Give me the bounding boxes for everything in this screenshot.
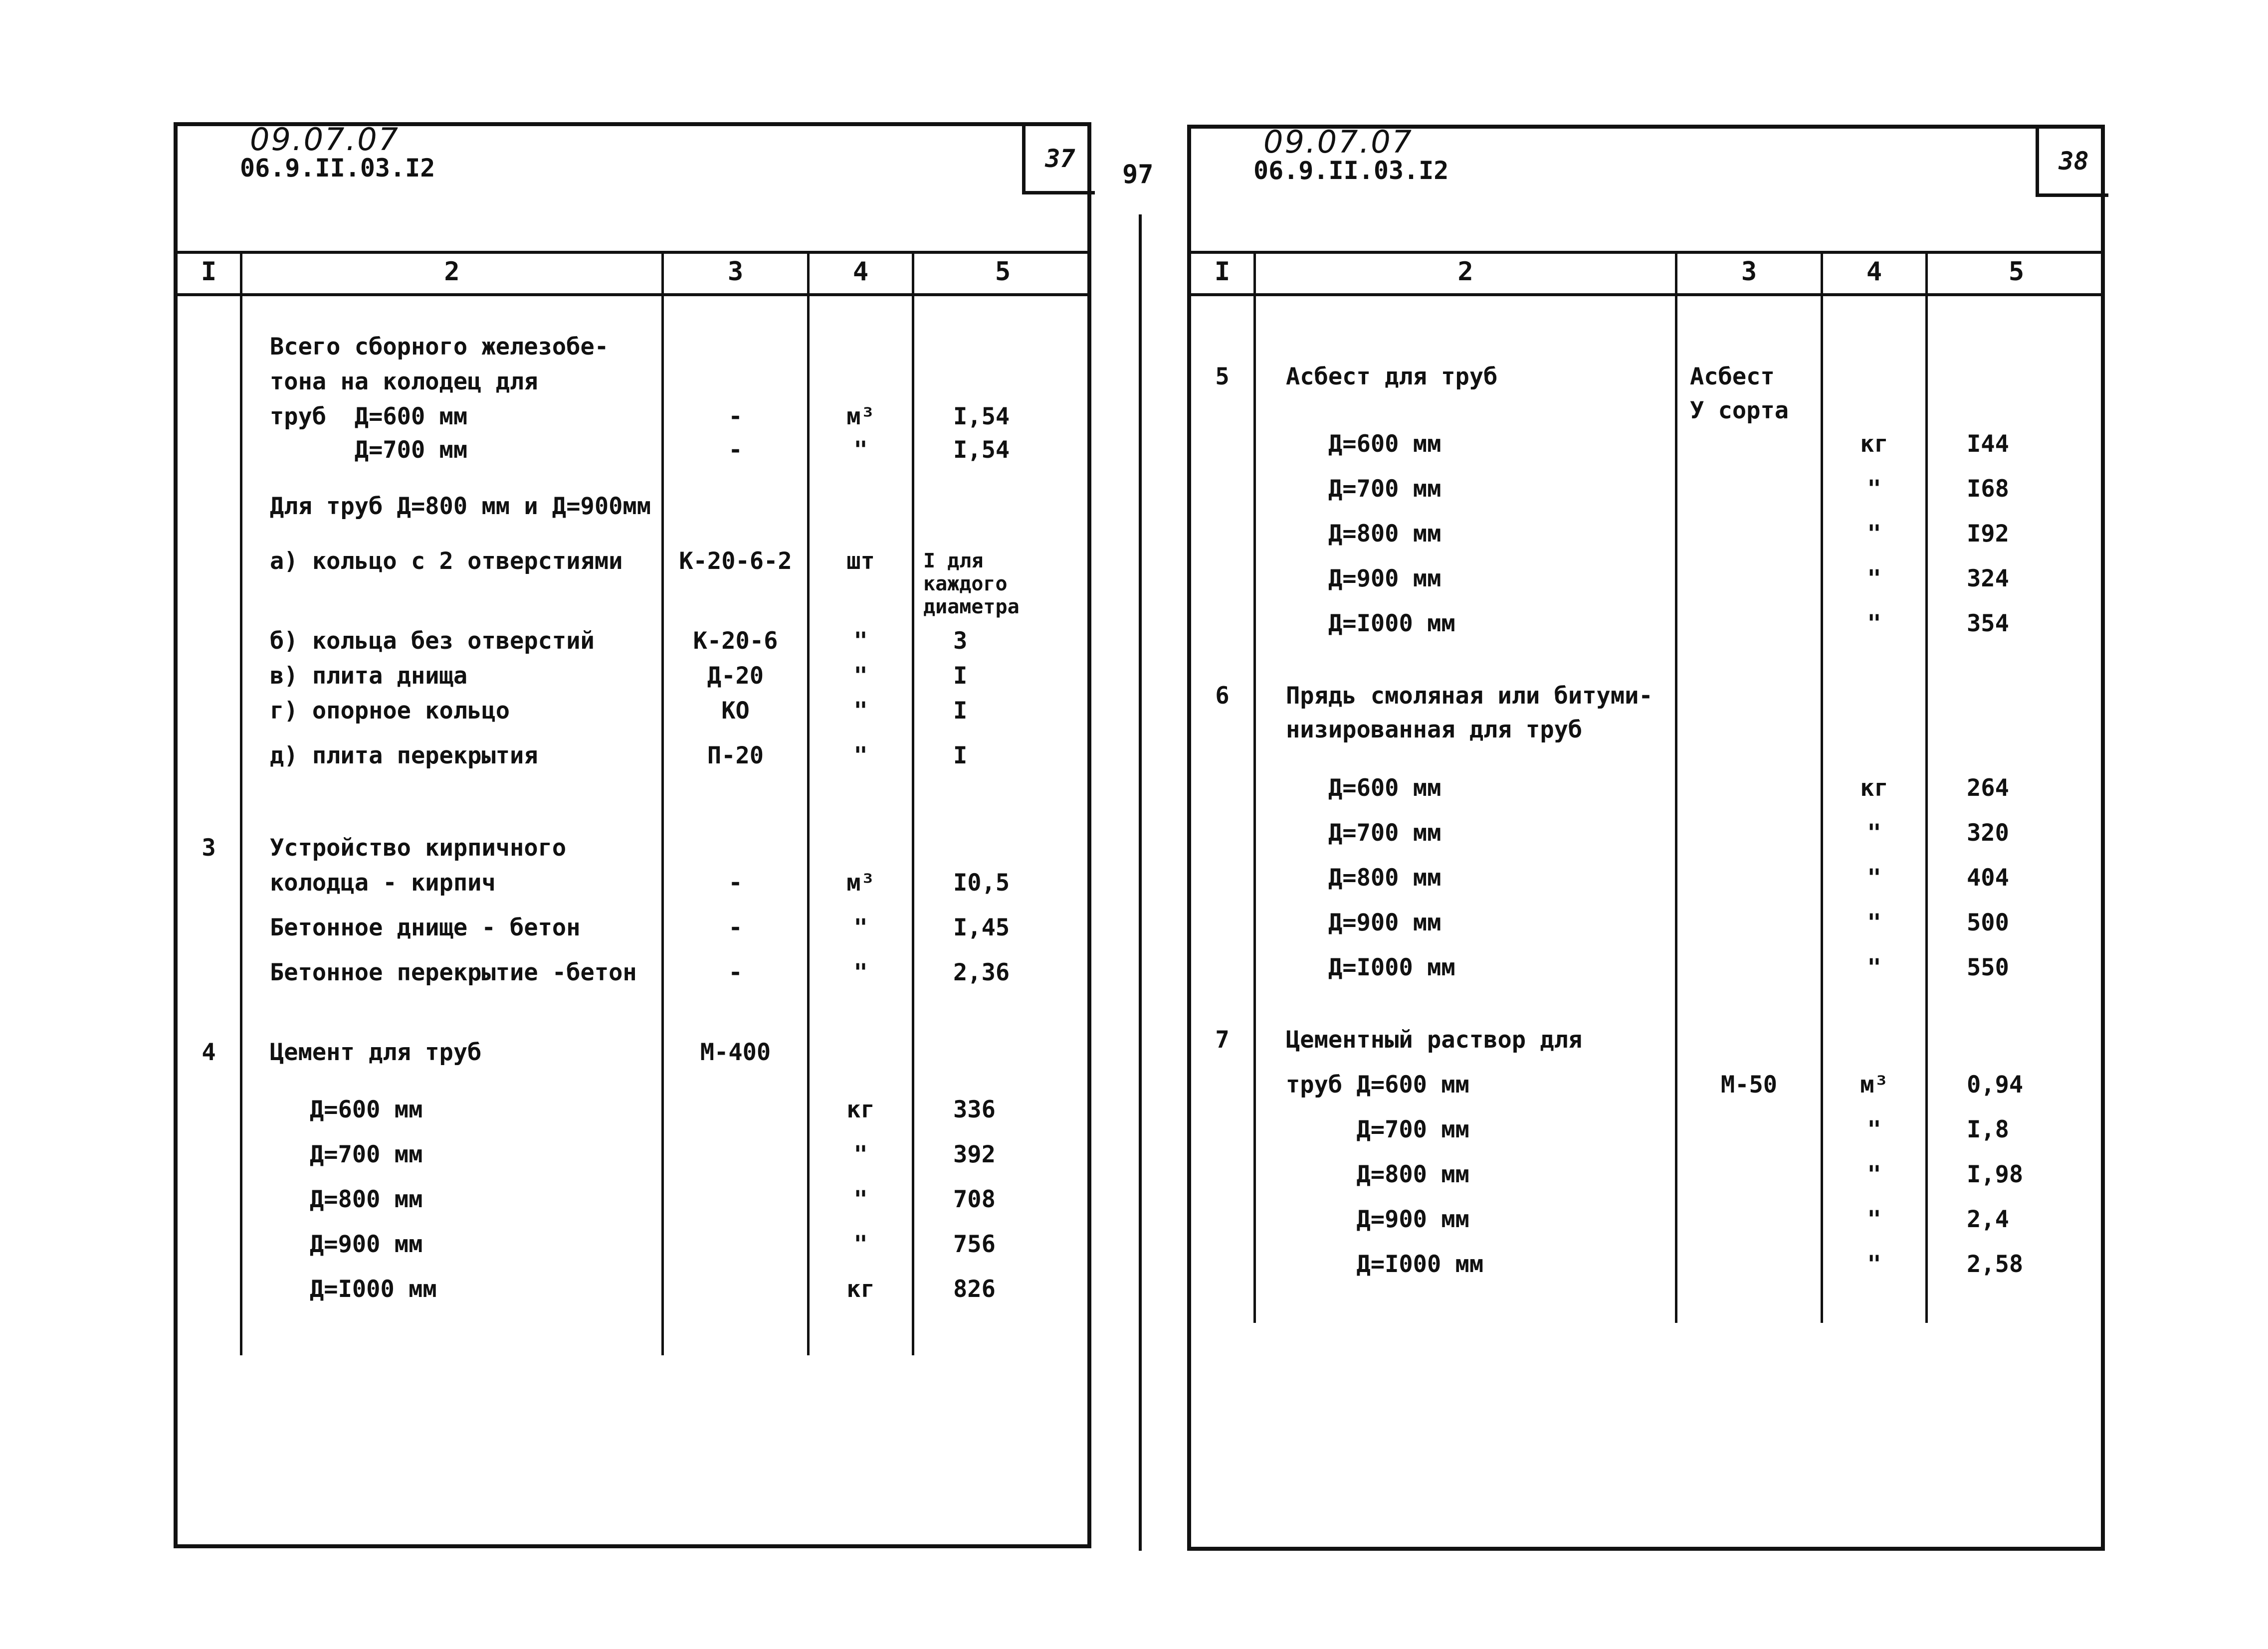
item-text: Асбест для труб xyxy=(1286,363,1498,390)
qty-cell: I,45 xyxy=(953,914,1010,941)
unit-cell: " xyxy=(1867,954,1881,981)
item-text: труб Д=600 мм xyxy=(1286,1071,1469,1099)
unit-cell: " xyxy=(1867,1251,1881,1278)
unit-cell: " xyxy=(1867,864,1881,892)
unit-cell: " xyxy=(1867,1206,1881,1233)
qty-cell: 404 xyxy=(1967,864,2009,892)
unit-cell: " xyxy=(853,662,868,690)
unit-cell: " xyxy=(853,914,868,941)
item-text: Д=700 мм xyxy=(310,1141,423,1168)
mark-cell: Асбест xyxy=(1690,363,1775,390)
item-text: Д=700 мм xyxy=(1328,475,1442,503)
item-text: а) кольцо с 2 отверстиями xyxy=(270,548,623,575)
unit-cell: шт xyxy=(846,548,875,575)
mark-cell: - xyxy=(728,914,743,941)
qty-cell: 500 xyxy=(1967,909,2009,936)
item-text: Д=900 мм xyxy=(1328,565,1442,592)
unit-cell: м³ xyxy=(846,869,875,897)
qty-cell: 826 xyxy=(953,1276,996,1303)
unit-cell: кг xyxy=(1860,774,1888,802)
item-text: Всего сборного железобе- xyxy=(270,333,609,361)
item-text: низированная для труб xyxy=(1286,716,1583,743)
handwritten-code: 09.07.07 xyxy=(1263,124,1414,160)
unit-cell: " xyxy=(1867,520,1881,548)
unit-cell: м³ xyxy=(846,403,875,430)
item-text: Д=600 мм xyxy=(1328,774,1442,802)
unit-cell: " xyxy=(853,436,868,464)
col-header: 4 xyxy=(1866,257,1882,287)
page-number-box xyxy=(2036,129,2108,197)
unit-cell: кг xyxy=(846,1276,875,1303)
mark-cell: - xyxy=(728,869,743,897)
header-bottom-rule xyxy=(178,293,1087,296)
qty-cell: I,8 xyxy=(1967,1116,2009,1143)
row-number: 7 xyxy=(1215,1026,1230,1054)
header-top-rule xyxy=(1191,251,2101,254)
mark-cell: - xyxy=(728,436,743,464)
unit-cell: " xyxy=(853,1141,868,1168)
item-text: Д=700 мм xyxy=(270,436,468,464)
unit-cell: " xyxy=(1867,1116,1881,1143)
qty-cell: I,54 xyxy=(953,403,1010,430)
unit-cell: " xyxy=(1867,1161,1881,1188)
item-text: Бетонное перекрытие -бетон xyxy=(270,959,637,986)
qty-cell: диаметра xyxy=(923,595,1020,618)
mark-cell: - xyxy=(728,403,743,430)
item-text: труб Д=600 мм xyxy=(270,403,468,430)
item-text: Для труб Д=800 мм и Д=900мм xyxy=(270,493,651,520)
item-text: Д=600 мм xyxy=(1328,430,1442,458)
qty-cell: 756 xyxy=(953,1231,996,1258)
column-divider xyxy=(1253,251,1256,1323)
qty-cell: 324 xyxy=(1967,565,2009,592)
item-text: Д=900 мм xyxy=(1286,1206,1469,1233)
doc-code: 06.9.II.03.I2 xyxy=(1253,156,1449,185)
item-text: Прядь смоляная или битуми- xyxy=(1286,682,1653,710)
qty-cell: 354 xyxy=(1967,610,2009,637)
item-text: Д=900 мм xyxy=(1328,909,1442,936)
row-number: 4 xyxy=(202,1039,216,1066)
page-number-box xyxy=(1022,126,1095,194)
column-divider xyxy=(240,251,242,1355)
page-number: 37 xyxy=(1045,144,1075,173)
unit-cell: кг xyxy=(846,1096,875,1123)
qty-cell: 708 xyxy=(953,1186,996,1213)
col-header: I xyxy=(1214,257,1231,287)
col-header: 2 xyxy=(444,257,460,287)
qty-cell: 320 xyxy=(1967,819,2009,847)
item-text: Д=I000 мм xyxy=(310,1276,437,1303)
qty-cell: I0,5 xyxy=(953,869,1010,897)
mark-cell: М-50 xyxy=(1720,1071,1778,1099)
item-text: колодца - кирпич xyxy=(270,869,496,897)
col-header: 4 xyxy=(852,257,869,287)
qty-cell: 550 xyxy=(1967,954,2009,981)
col-header: I xyxy=(201,257,217,287)
qty-cell: каждого xyxy=(923,572,1008,595)
qty-cell: I xyxy=(953,662,968,690)
qty-cell: I,54 xyxy=(953,436,1010,464)
mark-cell: Д-20 xyxy=(707,662,764,690)
unit-cell: " xyxy=(1867,819,1881,847)
item-text: б) кольца без отверстий xyxy=(270,627,595,655)
row-number: 6 xyxy=(1215,682,1230,710)
item-text: Д=700 мм xyxy=(1286,1116,1469,1143)
unit-cell: " xyxy=(1867,475,1881,503)
unit-cell: " xyxy=(1867,909,1881,936)
right-page xyxy=(1187,125,2105,1551)
item-text: Д=800 мм xyxy=(1328,520,1442,548)
unit-cell: м³ xyxy=(1860,1071,1888,1099)
item-text: в) плита днища xyxy=(270,662,468,690)
qty-cell: 2,36 xyxy=(953,959,1010,986)
item-text: Д=800 мм xyxy=(1328,864,1442,892)
handwritten-code: 09.07.07 xyxy=(250,121,400,158)
item-text: тона на колодец для xyxy=(270,368,538,395)
item-text: Цемент для труб xyxy=(270,1039,482,1066)
qty-cell: 264 xyxy=(1967,774,2009,802)
col-header: 3 xyxy=(1741,257,1757,287)
qty-cell: 3 xyxy=(953,627,968,655)
col-header: 5 xyxy=(995,257,1011,287)
col-header: 3 xyxy=(727,257,744,287)
item-text: Д=700 мм xyxy=(1328,819,1442,847)
qty-cell: I92 xyxy=(1967,520,2009,548)
unit-cell: " xyxy=(1867,565,1881,592)
qty-cell: 2,4 xyxy=(1967,1206,2009,1233)
item-text: Цементный раствор для xyxy=(1286,1026,1583,1054)
unit-cell: кг xyxy=(1860,430,1888,458)
qty-cell: I xyxy=(953,742,968,769)
item-text: Д=600 мм xyxy=(310,1096,423,1123)
left-page xyxy=(174,122,1091,1548)
mark-cell: - xyxy=(728,959,743,986)
unit-cell: " xyxy=(853,697,868,725)
qty-cell: 0,94 xyxy=(1967,1071,2024,1099)
col-header: 5 xyxy=(2008,257,2025,287)
mark-cell: КО xyxy=(721,697,750,725)
col-header: 2 xyxy=(1457,257,1473,287)
unit-cell: " xyxy=(853,959,868,986)
unit-cell: " xyxy=(853,1186,868,1213)
column-divider xyxy=(912,251,914,1355)
column-divider xyxy=(1925,251,1928,1323)
item-text: Д=I000 мм xyxy=(1286,1251,1484,1278)
mark-cell: К-20-6-2 xyxy=(679,548,792,575)
item-text: Д=I000 мм xyxy=(1328,610,1455,637)
doc-code: 06.9.II.03.I2 xyxy=(240,154,435,183)
spine-line xyxy=(1139,214,1142,1551)
row-number: 3 xyxy=(202,834,216,862)
qty-cell: 2,58 xyxy=(1967,1251,2024,1278)
qty-cell: I,98 xyxy=(1967,1161,2024,1188)
qty-cell: 336 xyxy=(953,1096,996,1123)
mark-cell: М-400 xyxy=(700,1039,771,1066)
item-text: Бетонное днище - бетон xyxy=(270,914,581,941)
qty-cell: 392 xyxy=(953,1141,996,1168)
qty-cell: I44 xyxy=(1967,430,2009,458)
qty-cell: I68 xyxy=(1967,475,2009,503)
qty-cell: I для xyxy=(923,550,984,572)
header-bottom-rule xyxy=(1191,293,2101,296)
column-divider xyxy=(1675,251,1677,1323)
page-number: 38 xyxy=(2059,147,2089,176)
item-text: Устройство кирпичного xyxy=(270,834,567,862)
center-page-number: 97 xyxy=(1122,160,1154,189)
mark-cell: П-20 xyxy=(707,742,764,769)
row-number: 5 xyxy=(1215,363,1230,390)
item-text: д) плита перекрытия xyxy=(270,742,538,769)
unit-cell: " xyxy=(853,742,868,769)
item-text: Д=800 мм xyxy=(1286,1161,1469,1188)
item-text: Д=I000 мм xyxy=(1328,954,1455,981)
unit-cell: " xyxy=(853,1231,868,1258)
item-text: Д=800 мм xyxy=(310,1186,423,1213)
qty-cell: I xyxy=(953,697,968,725)
item-text: Д=900 мм xyxy=(310,1231,423,1258)
unit-cell: " xyxy=(853,627,868,655)
item-text: г) опорное кольцо xyxy=(270,697,510,725)
mark-cell: У сорта xyxy=(1690,397,1789,424)
mark-cell: К-20-6 xyxy=(693,627,778,655)
unit-cell: " xyxy=(1867,610,1881,637)
header-top-rule xyxy=(178,251,1087,254)
